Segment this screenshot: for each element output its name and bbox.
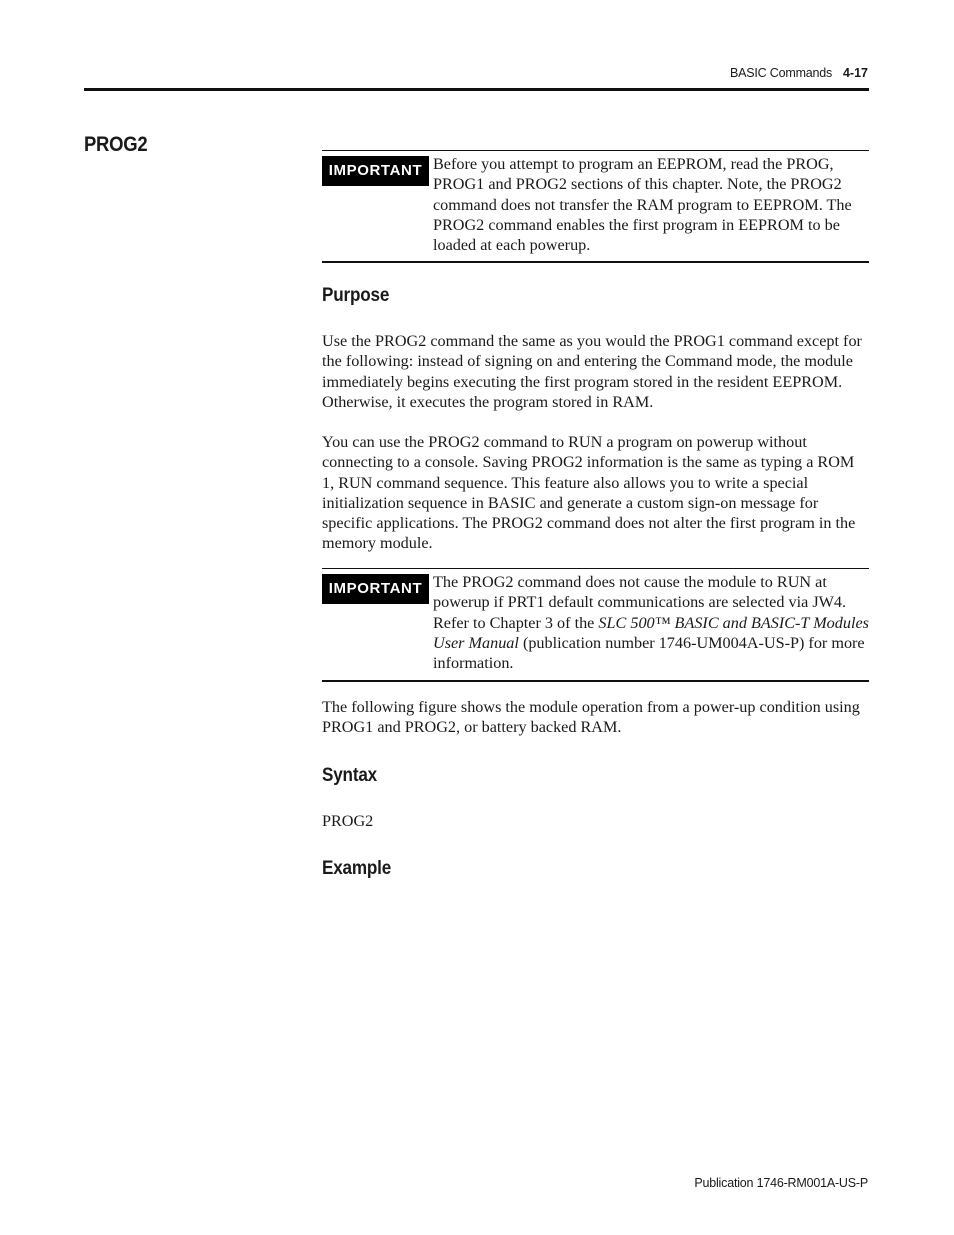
important-text-before: The PROG2 command does not cause the module to RUN at powerup if PRT1 default communications are selected via JW4. Refer to Chapter 3 of the: [433, 573, 847, 632]
important-note-eeprom: [322, 150, 869, 263]
syntax-heading: Syntax: [322, 765, 377, 786]
important-tag: IMPORTANT: [322, 156, 429, 186]
header-rule: [84, 88, 869, 91]
running-header: BASIC Commands: [730, 66, 833, 80]
purpose-heading: Purpose: [322, 285, 390, 306]
section-title: PROG2: [84, 133, 148, 156]
important-text: [433, 572, 869, 673]
purpose-paragraph-2: You can use the PROG2 command to RUN a program on powerup without connecting to a console. Saving PROG2 information is the same as typing a ROM 1, RUN command sequence. This feature also allows you to write a special initialization sequence in BASIC and generate a custom sign-on message for specific applications. The PROG2 command does not alter the first program in the memory module.: [322, 433, 856, 553]
example-heading: Example: [322, 858, 392, 879]
manual-title: SLC 500™ BASIC and BASIC-T Modules User Manual: [433, 613, 869, 652]
figure-intro-paragraph: The following figure shows the module operation from a power-up condition using PROG1 and PROG2, or battery backed RAM.: [322, 698, 860, 737]
syntax-code: PROG2: [322, 812, 374, 830]
important-text: Before you attempt to program an EEPROM, read the PROG, PROG1 and PROG2 sections of this chapter. Note, the PROG2 command does not transfer the RAM program to EEPROM. The PROG2 command enables the first program in EEPROM to be loaded at each powerup.: [433, 155, 852, 255]
important-tag: IMPORTANT: [322, 574, 429, 604]
publication-footer: Publication 1746-RM001A-US-P: [694, 1176, 868, 1190]
page-number: 4-17: [842, 66, 868, 80]
important-text-after: (publication number 1746-UM004A-US-P) for more information.: [433, 633, 865, 673]
important-note-prt1: [322, 568, 869, 682]
purpose-paragraph-1: Use the PROG2 command the same as you would the PROG1 command except for the following: instead of signing on and entering the Command mode, the module immediately begins executing the first program stored in the resident EEPROM. Otherwise, it executes the program stored in RAM.: [322, 332, 862, 411]
